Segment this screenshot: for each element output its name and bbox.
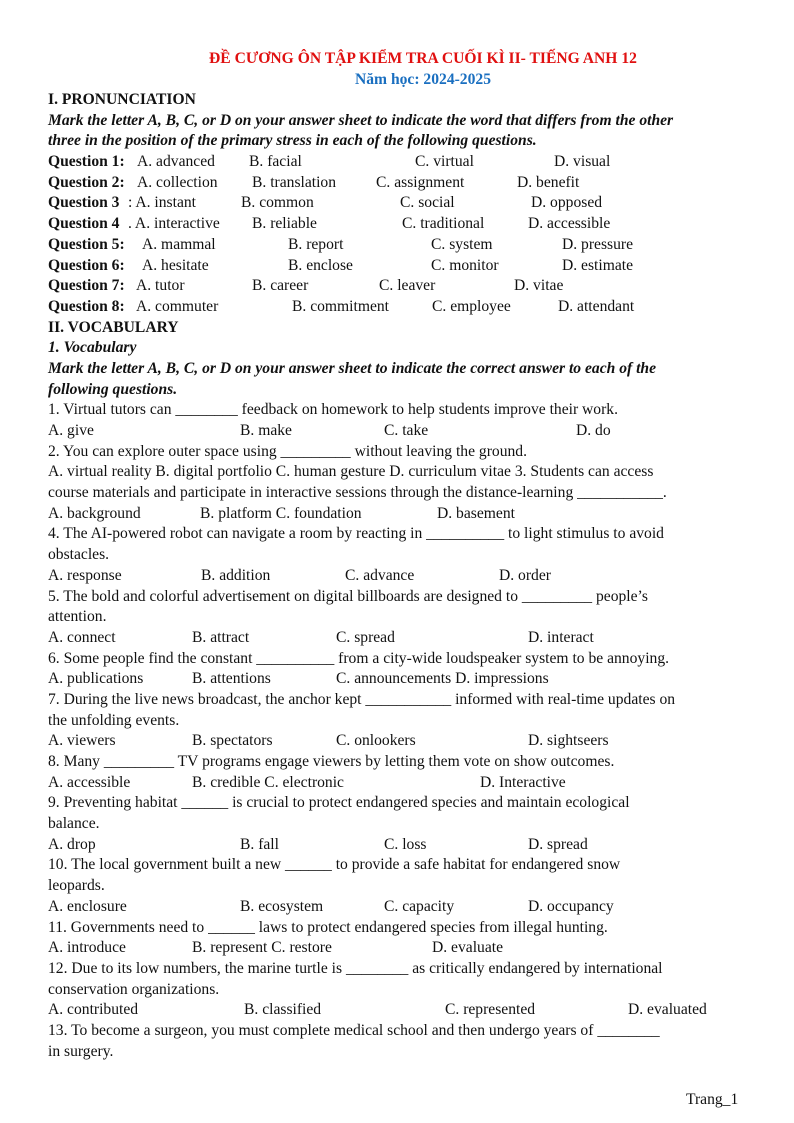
question-label: Question 5: — [48, 235, 125, 253]
option-c: C. social — [400, 194, 455, 212]
option-c: C. traditional — [402, 215, 485, 233]
option-d: D. occupancy — [528, 897, 614, 915]
options-row — [48, 504, 748, 525]
question-text: 6. Some people find the constant __________ from a city-wide loudspeaker system to be annoying. — [48, 649, 670, 667]
school-year: Năm học: 2024-2025 — [355, 71, 491, 88]
question-text: conservation organizations. — [48, 980, 220, 998]
option-d: D. benefit — [517, 173, 580, 191]
option-d: D. estimate — [562, 256, 634, 274]
option-b: B. reliable — [252, 215, 317, 233]
option-d: D. Interactive — [480, 773, 566, 791]
option-a: A. connect — [48, 628, 116, 646]
option-a: A. drop — [48, 835, 96, 853]
option-b: B. commitment — [292, 297, 390, 315]
question-text: attention. — [48, 608, 107, 626]
option-a: A. give — [48, 422, 94, 439]
options-row — [48, 628, 748, 649]
options-row — [48, 1000, 748, 1021]
question-row — [48, 256, 748, 277]
option-a: : A. instant — [128, 194, 197, 212]
option-d: D. opposed — [531, 194, 603, 212]
question-row — [48, 193, 748, 214]
option-b: B. enclose — [288, 256, 353, 274]
option-b: B. represent C. restore — [192, 939, 332, 957]
question-text: 4. The AI-powered robot can navigate a room by reacting in __________ to light stimulus to avoid — [48, 525, 664, 543]
options-row — [48, 421, 748, 442]
question-text: 12. Due to its low numbers, the marine turtle is ________ as critically endangered by international — [48, 959, 663, 977]
option-b: B. translation — [252, 173, 337, 191]
options-row — [48, 566, 748, 587]
option-c: C. capacity — [384, 897, 455, 915]
question-label: Question 8: — [48, 297, 125, 315]
option-c: C. leaver — [379, 277, 436, 295]
option-c: C. system — [431, 235, 493, 253]
option-d: D. accessible — [528, 215, 611, 233]
option-d: D. order — [499, 566, 551, 584]
option-a: A. introduce — [48, 939, 126, 957]
options-row — [48, 731, 748, 752]
option-a: A. commuter — [136, 297, 219, 315]
option-a: A. collection — [137, 173, 218, 191]
option-a: A. viewers — [48, 732, 116, 750]
option-b: B. attentions — [192, 670, 271, 688]
question-text: 2. You can explore outer space using _________ without leaving the ground. — [48, 442, 527, 460]
option-b: B. ecosystem — [240, 897, 324, 915]
question-label: Question 1: — [48, 153, 125, 171]
question-text: 1. Virtual tutors can ________ feedback on homework to help students improve their work. — [48, 401, 618, 419]
option-c: C. virtual — [415, 153, 474, 171]
question-row — [48, 297, 748, 318]
question-label: Question 7: — [48, 277, 125, 295]
option-d: D. sightseers — [528, 732, 609, 750]
option-a: A. hesitate — [142, 256, 209, 274]
option-b: B. facial — [249, 153, 302, 171]
options-row — [48, 938, 748, 959]
option-c: C. advance — [345, 566, 415, 584]
option-d: D. spread — [528, 835, 588, 853]
option-d: D. interact — [528, 628, 594, 646]
question-label: Question 3 — [48, 194, 120, 212]
document-page — [48, 48, 748, 1062]
option-a: A. enclosure — [48, 897, 127, 915]
options-row — [48, 835, 748, 856]
instruction-line: Mark the letter A, B, C, or D on your answer sheet to indicate the word that differs from the other — [48, 111, 674, 129]
question-text: 13. To become a surgeon, you must complete medical school and then undergo years of ________ — [48, 1021, 660, 1039]
options-row — [48, 773, 748, 794]
option-a: . A. interactive — [128, 215, 220, 233]
instruction-line: following questions. — [48, 380, 178, 398]
section-heading-vocabulary: II. VOCABULARY — [48, 318, 179, 336]
option-b: B. report — [288, 235, 344, 253]
option-c: C. monitor — [431, 256, 499, 274]
option-c: C. assignment — [376, 173, 465, 191]
option-d: D. evaluate — [432, 939, 504, 957]
option-a: A. tutor — [136, 277, 185, 295]
option-b: B. addition — [201, 566, 271, 584]
document-title: ĐỀ CƯƠNG ÔN TẬP KIỂM TRA CUỐI KÌ II- TIẾNG ANH 12 — [209, 50, 637, 67]
option-b: B. platform C. foundation — [200, 504, 362, 522]
option-d: D. do — [576, 422, 611, 439]
options-row — [48, 897, 748, 918]
option-d: D. pressure — [562, 235, 634, 253]
question-text: 8. Many _________ TV programs engage viewers by letting them vote on show outcomes. — [48, 753, 615, 770]
option-d: D. basement — [437, 504, 515, 522]
option-d: D. visual — [554, 153, 611, 171]
option-c: C. employee — [432, 297, 511, 315]
option-c: C. represented — [445, 1001, 536, 1019]
option-a: A. advanced — [137, 153, 215, 171]
question-row — [48, 152, 748, 173]
option-a: A. publications — [48, 670, 144, 688]
option-a: A. background — [48, 504, 141, 522]
option-c: C. take — [384, 422, 429, 439]
question-text: 5. The bold and colorful advertisement on digital billboards are designed to _________ people’s — [48, 587, 648, 605]
question-text: the unfolding events. — [48, 711, 180, 729]
option-c: C. spread — [336, 628, 395, 646]
instruction-line: Mark the letter A, B, C, or D on your answer sheet to indicate the correct answer to each of the — [48, 359, 657, 377]
option-a: A. mammal — [142, 235, 216, 253]
option-c: C. announcements D. impressions — [336, 670, 549, 688]
option-b: B. credible C. electronic — [192, 773, 344, 791]
option-d: D. evaluated — [628, 1001, 707, 1019]
question-text: 10. The local government built a new ______ to provide a safe habitat for endangered snow — [48, 856, 621, 874]
option-b: B. career — [252, 277, 309, 295]
question-text: 7. During the live news broadcast, the anchor kept ___________ informed with real-time updates on — [48, 690, 676, 708]
option-d: D. attendant — [558, 297, 635, 315]
option-a: A. contributed — [48, 1001, 139, 1019]
option-b: B. classified — [244, 1001, 322, 1019]
options-row — [48, 669, 748, 690]
question-row — [48, 276, 748, 297]
question-text: leopards. — [48, 877, 105, 895]
option-a: A. response — [48, 566, 122, 584]
question-text: course materials and participate in interactive sessions through the distance-learning ___________. — [48, 484, 667, 502]
option-b: B. spectators — [192, 732, 273, 750]
question-text: 11. Governments need to ______ laws to protect endangered species from illegal hunting. — [48, 918, 608, 936]
option-d: D. vitae — [514, 277, 564, 295]
question-row — [48, 173, 748, 194]
question-text: obstacles. — [48, 546, 110, 564]
option-b: B. fall — [240, 835, 279, 853]
question-row — [48, 214, 748, 235]
option-b: B. attract — [192, 628, 250, 646]
question-label: Question 2: — [48, 173, 125, 191]
question-text: balance. — [48, 815, 100, 833]
question-text: in surgery. — [48, 1042, 114, 1060]
section-heading-pronunciation: I. PRONUNCIATION — [48, 91, 196, 108]
option-c: C. onlookers — [336, 732, 416, 750]
subsection-heading: 1. Vocabulary — [48, 339, 137, 357]
option-c: C. loss — [384, 835, 427, 853]
question-text: 9. Preventing habitat ______ is crucial to protect endangered species and maintain ecological — [48, 794, 630, 812]
option-b: B. make — [240, 422, 292, 439]
instruction-line: three in the position of the primary stress in each of the following questions. — [48, 132, 537, 150]
page-number: Trang_1 — [686, 1091, 739, 1108]
question-label: Question 4 — [48, 215, 120, 233]
question-row — [48, 235, 748, 256]
option-a: A. accessible — [48, 773, 131, 791]
question-label: Question 6: — [48, 256, 125, 274]
option-b: B. common — [241, 194, 314, 212]
options-row: A. virtual reality B. digital portfolio C. human gesture D. curriculum vitae 3. Students can access — [48, 463, 654, 481]
